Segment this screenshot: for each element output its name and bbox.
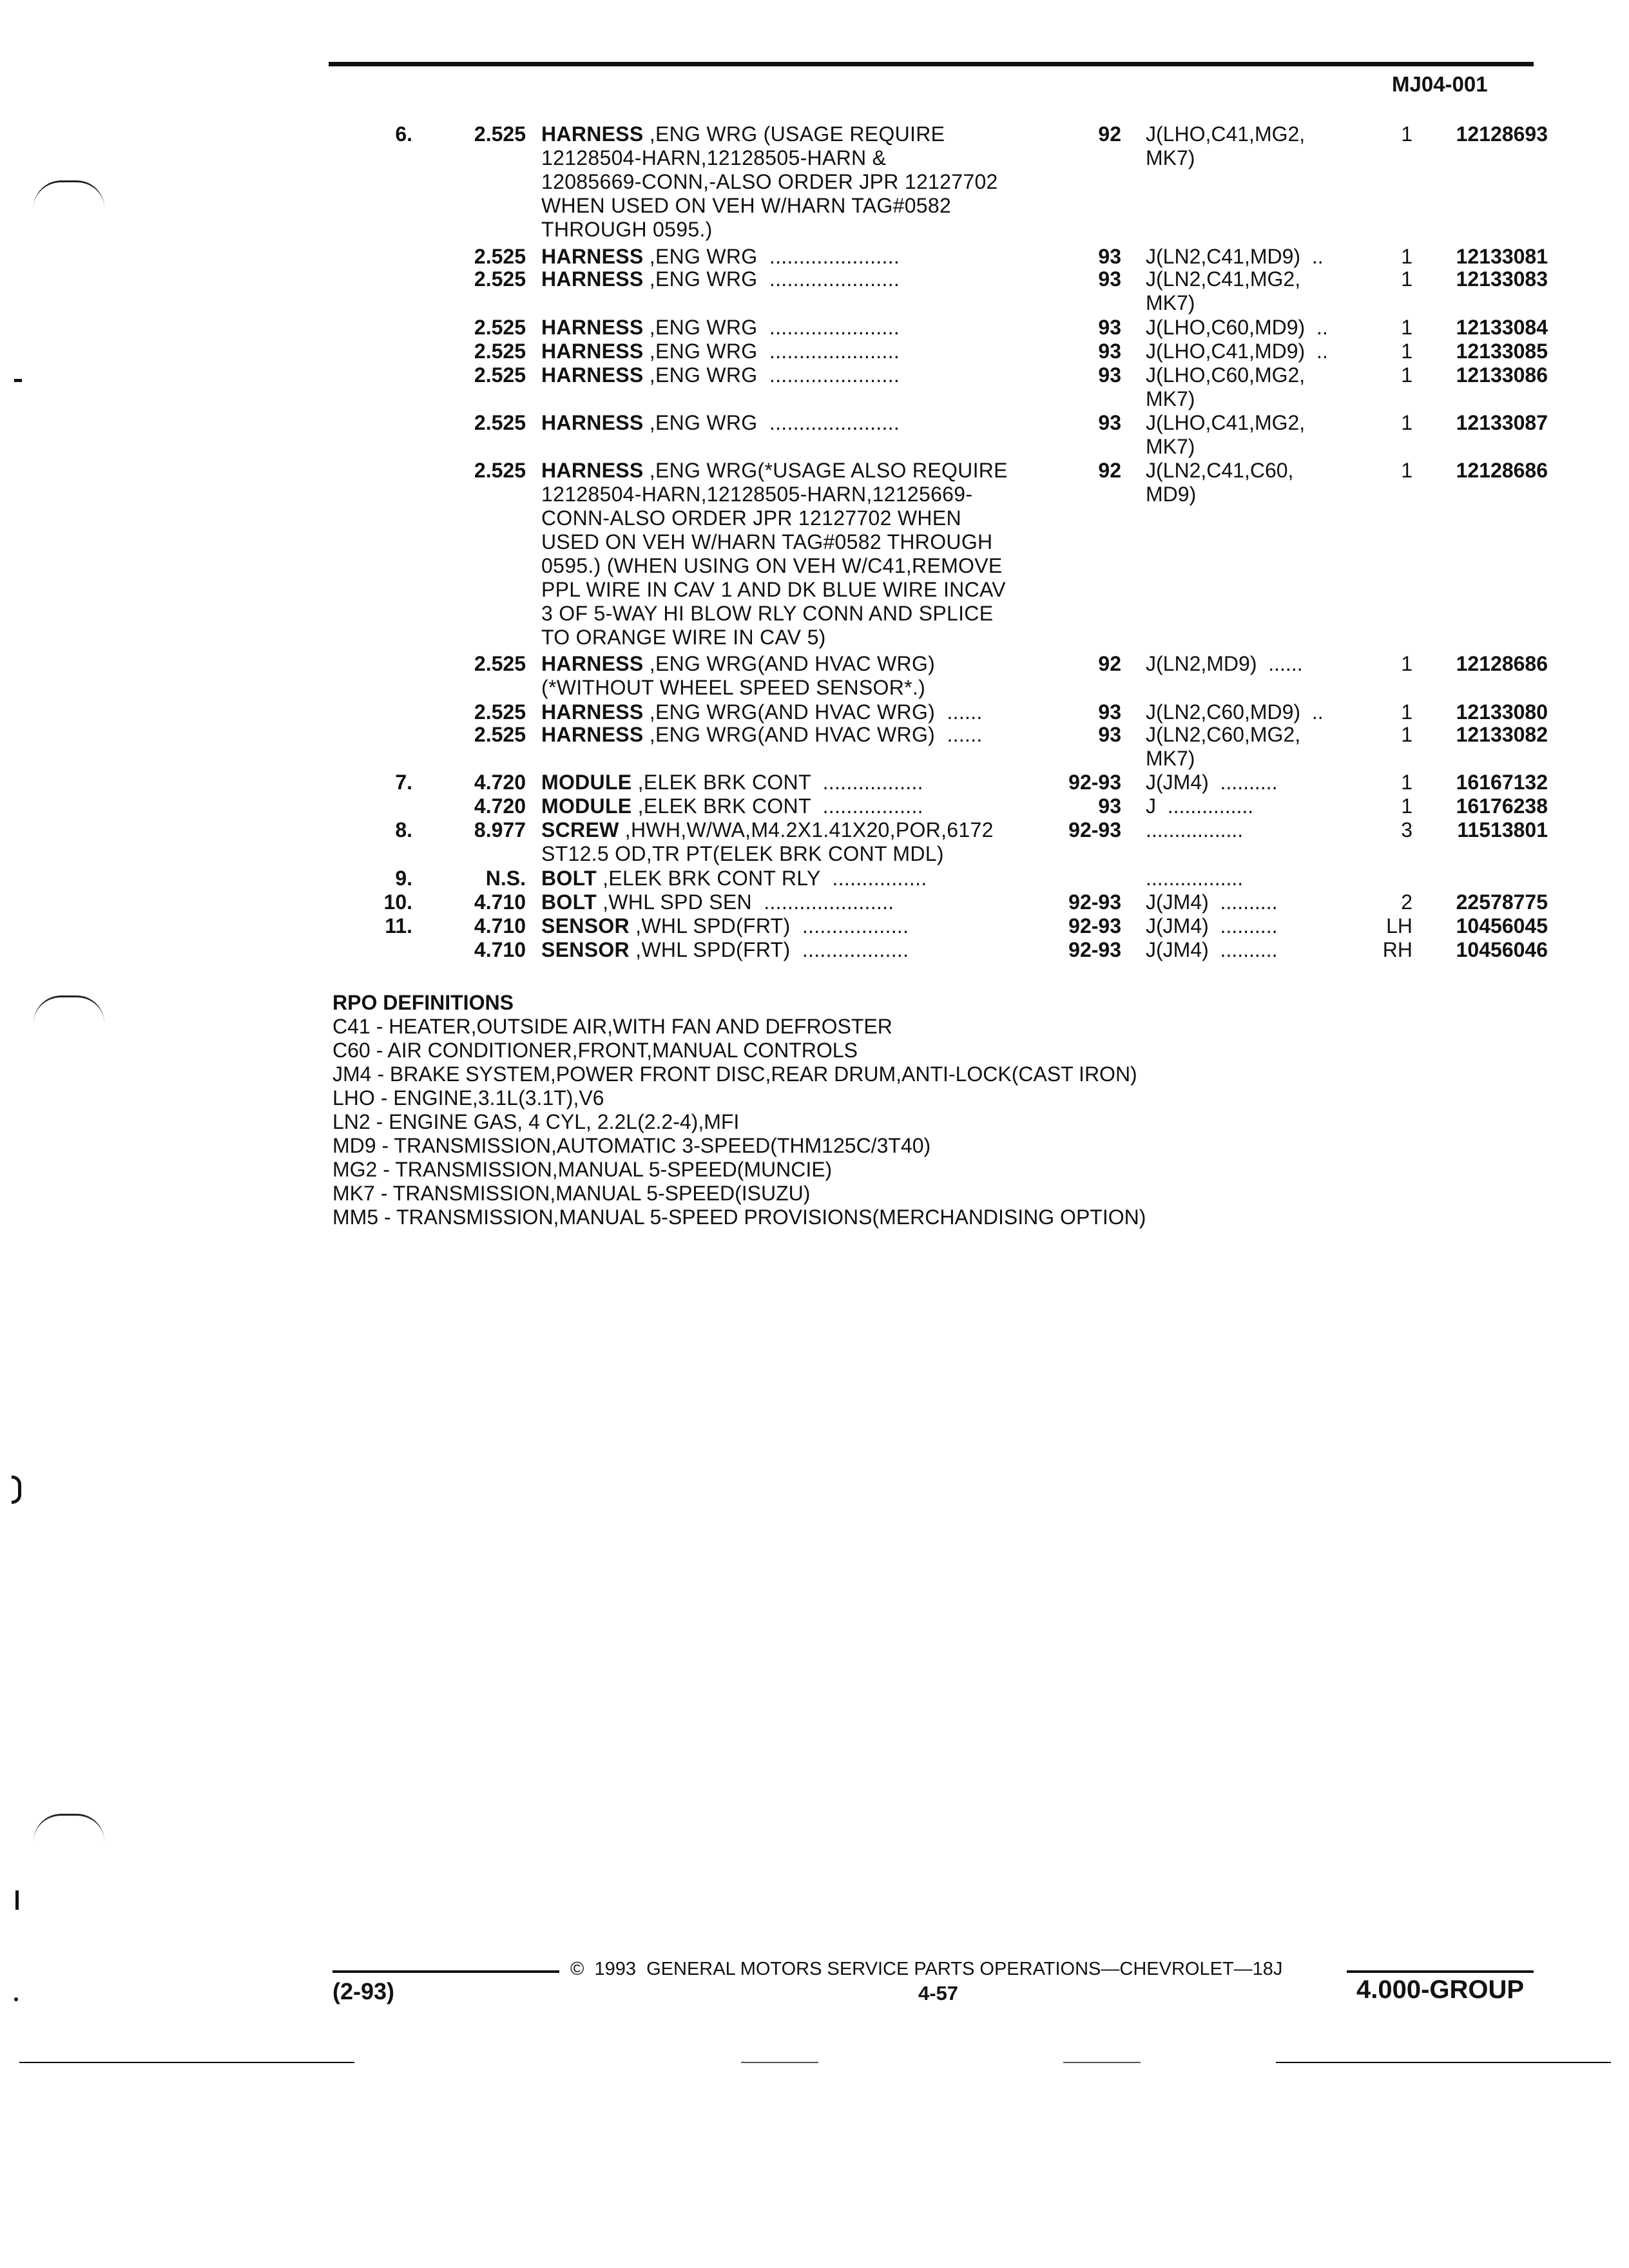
part-description	[541, 890, 1057, 914]
model-year: 92-93	[1068, 890, 1121, 914]
rpo-item: C41 - HEATER,OUTSIDE AIR,WITH FAN AND DEFROSTER	[333, 1015, 892, 1038]
quantity: 1	[1401, 363, 1412, 387]
revision-date: (2-93)	[333, 1978, 395, 2004]
usage-code: J(LN2,MD9) ......	[1146, 652, 1303, 675]
group-number: 2.525	[474, 340, 526, 363]
group-number: 2.525	[474, 411, 526, 434]
part-name: BOLT	[541, 867, 597, 890]
group-number: 2.525	[474, 723, 526, 746]
usage-code: J(JM4) ..........	[1146, 938, 1278, 961]
model-year: 92-93	[1068, 914, 1121, 937]
part-name: HARNESS	[541, 411, 644, 434]
scan-edge-line	[19, 2062, 354, 2063]
part-detail: ,WHL SPD SEN ......................	[596, 890, 894, 914]
part-number: 12128686	[1456, 459, 1548, 482]
part-detail: ,ELEK BRK CONT .................	[631, 794, 923, 818]
part-number: 11513801	[1457, 818, 1548, 841]
model-year: 92-93	[1068, 818, 1121, 841]
part-description	[541, 459, 1057, 649]
group-number: 2.525	[474, 459, 526, 482]
group-number: 2.525	[474, 316, 526, 339]
usage-code: J(LHO,C41,MD9) ..	[1146, 340, 1328, 363]
quantity: 1	[1401, 459, 1412, 482]
part-description	[541, 652, 1057, 700]
model-year: 92-93	[1068, 938, 1121, 961]
part-number: 12133080	[1456, 700, 1548, 724]
part-description	[541, 794, 1057, 818]
scan-edge-line	[741, 2062, 818, 2063]
rpo-item: MK7 - TRANSMISSION,MANUAL 5-SPEED(ISUZU)	[333, 1182, 811, 1205]
part-number: 22578775	[1456, 890, 1548, 914]
part-name: HARNESS	[541, 652, 644, 675]
part-detail: ,ENG WRG(AND HVAC WRG) ......	[643, 700, 983, 724]
punch-hole-shadow	[34, 180, 104, 208]
scan-mark	[15, 1890, 19, 1910]
part-description	[541, 245, 1057, 269]
part-name: HARNESS	[541, 267, 644, 291]
usage-code: J ...............	[1146, 794, 1254, 818]
model-year: 92	[1098, 122, 1121, 146]
quantity: 1	[1401, 771, 1412, 794]
part-number: 12128686	[1456, 652, 1548, 675]
part-description	[541, 867, 1057, 890]
part-number: 12133085	[1456, 340, 1548, 363]
group-number: 4.720	[474, 771, 526, 794]
rpo-title: RPO DEFINITIONS	[333, 991, 514, 1014]
group-label: 4.000-GROUP	[1356, 1975, 1525, 2004]
part-detail: ,ENG WRG ......................	[643, 411, 900, 434]
usage-code: J(LN2,C41,C60, MD9)	[1146, 459, 1294, 506]
item-number: 7.	[395, 771, 412, 794]
part-detail: ,HWH,W/WA,M4.2X1.41X20,POR,6172 ST12.5 OD,TR PT(ELEK BRK CONT MDL)	[541, 818, 994, 865]
group-number: 4.710	[474, 938, 526, 961]
part-number: 12133083	[1456, 267, 1548, 291]
usage-code: J(LHO,C41,MG2, MK7)	[1146, 122, 1306, 169]
rpo-item: JM4 - BRAKE SYSTEM,POWER FRONT DISC,REAR DRUM,ANTI-LOCK(CAST IRON)	[333, 1062, 1137, 1086]
header-rule	[329, 62, 1534, 66]
quantity: 1	[1401, 700, 1412, 724]
quantity: 1	[1401, 411, 1412, 434]
part-number: 12133086	[1456, 363, 1548, 387]
copyright-line: © 1993 GENERAL MOTORS SERVICE PARTS OPERATIONS—CHEVROLET—18J	[570, 1959, 1283, 1979]
part-number: 12133081	[1456, 245, 1548, 268]
usage-code: J(JM4) ..........	[1146, 890, 1278, 914]
group-number: 8.977	[474, 818, 526, 841]
scan-edge-line	[1063, 2062, 1141, 2063]
part-number: 10456045	[1456, 914, 1548, 937]
part-name: HARNESS	[541, 363, 644, 387]
part-detail: ,ENG WRG(AND HVAC WRG) ......	[643, 723, 983, 746]
usage-code: J(LN2,C41,MG2, MK7)	[1146, 267, 1301, 314]
part-detail: ,WHL SPD(FRT) ..................	[629, 938, 909, 961]
rpo-item: MM5 - TRANSMISSION,MANUAL 5-SPEED PROVISIONS(MERCHANDISING OPTION)	[333, 1206, 1146, 1229]
quantity: RH	[1382, 938, 1412, 961]
part-number: 16167132	[1456, 771, 1548, 794]
part-detail: ,ENG WRG (USAGE REQUIRE 12128504-HARN,12128505-HARN & 12085669-CONN,-ALSO ORDER JPR 12127702 WHEN USED ON VEH W/HARN TAG#0582 THROUGH 0595.)	[541, 122, 998, 241]
rpo-item: MG2 - TRANSMISSION,MANUAL 5-SPEED(MUNCIE)	[333, 1158, 833, 1181]
part-detail: ,ENG WRG ......................	[643, 340, 900, 363]
part-description	[541, 723, 1057, 747]
item-number: 10.	[383, 890, 412, 914]
part-description	[541, 914, 1057, 938]
part-description	[541, 267, 1057, 291]
usage-code: .................	[1146, 867, 1244, 890]
part-detail: ,ENG WRG(AND HVAC WRG) (*WITHOUT WHEEL SPEED SENSOR*.)	[541, 652, 936, 699]
model-year: 93	[1098, 267, 1121, 291]
scan-mark	[14, 1997, 18, 2001]
part-name: SCREW	[541, 818, 619, 841]
group-number: 2.525	[474, 267, 526, 291]
quantity: 1	[1401, 340, 1412, 363]
rpo-item: LN2 - ENGINE GAS, 4 CYL, 2.2L(2.2-4),MFI	[333, 1110, 740, 1133]
quantity: 3	[1401, 818, 1412, 841]
part-number: 12133082	[1456, 723, 1548, 746]
part-description	[541, 316, 1057, 340]
item-number: 6.	[395, 122, 412, 146]
model-year: 93	[1098, 723, 1121, 746]
part-detail: ,ELEK BRK CONT RLY ................	[596, 867, 927, 890]
quantity: 1	[1401, 267, 1412, 291]
scan-edge-line	[1276, 2062, 1611, 2063]
model-year: 93	[1098, 363, 1121, 387]
part-detail: ,ENG WRG ......................	[643, 267, 900, 291]
part-detail: ,WHL SPD(FRT) ..................	[629, 914, 909, 937]
punch-hole-shadow	[34, 995, 104, 1023]
quantity: LH	[1386, 914, 1412, 937]
part-number: 12133084	[1456, 316, 1548, 339]
part-description	[541, 340, 1057, 363]
part-detail: ,ENG WRG ......................	[643, 363, 900, 387]
rpo-definitions	[333, 991, 1146, 1229]
model-year: 93	[1098, 411, 1121, 434]
group-number: 2.525	[474, 363, 526, 387]
rpo-item: LHO - ENGINE,3.1L(3.1T),V6	[333, 1086, 604, 1110]
part-detail: ,ENG WRG ......................	[643, 316, 900, 339]
part-name: BOLT	[541, 890, 597, 914]
footer-rule-left	[333, 1970, 559, 1973]
part-description	[541, 771, 1057, 794]
part-detail: ,ENG WRG(*USAGE ALSO REQUIRE 12128504-HARN,12128505-HARN,12125669- CONN-ALSO ORDER JPR 12127702 WHEN USED ON VEH W/HARN TAG#0582 THROUGH 0595.) (WHEN USING ON VEH W/C41,REMOVE PPL WIRE IN CAV 1 AND DK BLUE WIRE INCAV 3 OF 5-WAY HI BLOW RLY CONN AND SPLICE TO ORANGE WIRE IN CAV 5)	[541, 459, 1008, 649]
usage-code: J(LHO,C60,MD9) ..	[1146, 316, 1328, 339]
model-year: 93	[1098, 316, 1121, 339]
quantity: 1	[1401, 122, 1412, 146]
part-description	[541, 818, 1057, 866]
quantity: 1	[1401, 723, 1412, 746]
part-number: 12133087	[1456, 411, 1548, 434]
item-number: 9.	[395, 867, 412, 890]
scan-mark	[12, 1475, 21, 1504]
quantity: 1	[1401, 245, 1412, 268]
group-number: 4.720	[474, 794, 526, 818]
group-number: 4.710	[474, 914, 526, 937]
usage-code: .................	[1146, 818, 1244, 841]
part-number: 16176238	[1456, 794, 1548, 818]
scan-mark	[14, 379, 22, 382]
quantity: 1	[1401, 316, 1412, 339]
usage-code: J(JM4) ..........	[1146, 771, 1278, 794]
part-description	[541, 700, 1057, 724]
model-year: 93	[1098, 245, 1121, 268]
model-year: 93	[1098, 794, 1121, 818]
model-year: 93	[1098, 340, 1121, 363]
part-name: SENSOR	[541, 938, 630, 961]
part-description	[541, 363, 1057, 387]
usage-code: J(LHO,C60,MG2, MK7)	[1146, 363, 1306, 410]
usage-code: J(LN2,C41,MD9) ..	[1146, 245, 1324, 268]
quantity: 1	[1401, 652, 1412, 675]
group-number: 4.710	[474, 890, 526, 914]
part-detail: ,ENG WRG ......................	[643, 245, 900, 268]
group-number: 2.525	[474, 700, 526, 724]
usage-code: J(LN2,C60,MD9) ..	[1146, 700, 1324, 724]
rpo-item: MD9 - TRANSMISSION,AUTOMATIC 3-SPEED(THM125C/3T40)	[333, 1134, 931, 1157]
rpo-item: C60 - AIR CONDITIONER,FRONT,MANUAL CONTROLS	[333, 1039, 858, 1062]
quantity: 2	[1401, 890, 1412, 914]
model-year: 93	[1098, 700, 1121, 724]
part-description	[541, 122, 1057, 242]
part-name: HARNESS	[541, 459, 644, 482]
part-name: HARNESS	[541, 245, 644, 268]
usage-code: J(JM4) ..........	[1146, 914, 1278, 937]
part-name: HARNESS	[541, 316, 644, 339]
model-year: 92-93	[1068, 771, 1121, 794]
part-name: HARNESS	[541, 723, 644, 746]
part-description	[541, 938, 1057, 962]
part-name: HARNESS	[541, 700, 644, 724]
item-number: 11.	[385, 914, 412, 937]
punch-hole-shadow	[34, 1814, 104, 1841]
usage-code: J(LN2,C60,MG2, MK7)	[1146, 723, 1301, 770]
part-number: 12128693	[1456, 122, 1548, 146]
footer-rule-right	[1347, 1970, 1534, 1973]
group-number: N.S.	[485, 867, 526, 890]
quantity: 1	[1401, 794, 1412, 818]
item-number: 8.	[395, 818, 412, 841]
group-number: 2.525	[474, 245, 526, 268]
rpo-list	[333, 1015, 1146, 1229]
group-number: 2.525	[474, 652, 526, 675]
model-year: 92	[1098, 652, 1121, 675]
part-name: HARNESS	[541, 122, 644, 146]
part-name: MODULE	[541, 771, 632, 794]
document-code: MJ04-001	[1392, 72, 1488, 96]
model-year: 92	[1098, 459, 1121, 482]
part-name: MODULE	[541, 794, 632, 818]
part-number: 10456046	[1456, 938, 1548, 961]
part-name: SENSOR	[541, 914, 630, 937]
page-number: 4-57	[918, 1982, 959, 2004]
part-detail: ,ELEK BRK CONT .................	[631, 771, 923, 794]
group-number: 2.525	[474, 122, 526, 146]
usage-code: J(LHO,C41,MG2, MK7)	[1146, 411, 1306, 458]
part-name: HARNESS	[541, 340, 644, 363]
part-description	[541, 411, 1057, 435]
